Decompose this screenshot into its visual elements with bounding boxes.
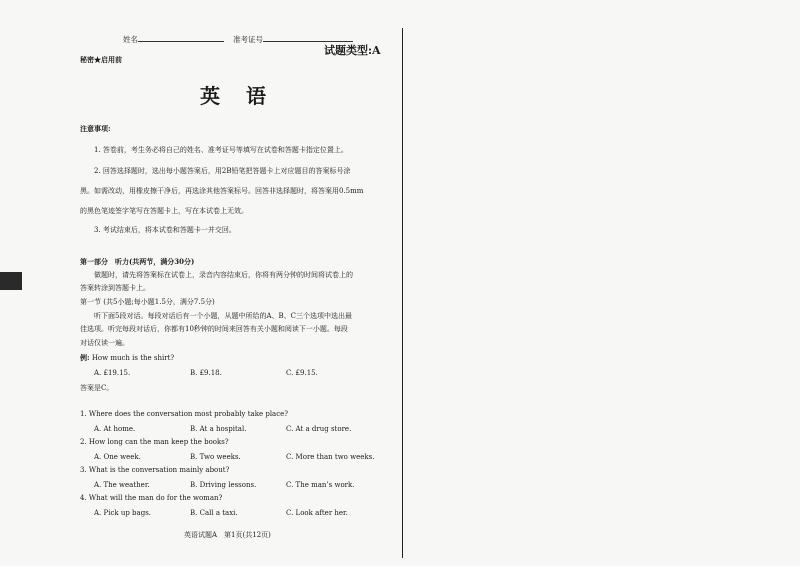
question-2: 2. How long can the man keep the books? <box>80 438 229 446</box>
question-3-option-c: C. The man’s work. <box>286 481 355 489</box>
question-2-option-a: A. One week. <box>94 453 141 461</box>
paper-type: 试题类型:A <box>324 44 381 57</box>
example-label: 例: <box>80 353 90 362</box>
page-title: 英语 <box>200 84 292 108</box>
example-answer: 答案是C。 <box>80 384 114 392</box>
column-divider <box>402 28 403 558</box>
notes-item-3: 3. 考试结束后，将本试卷和答题卡一并交回。 <box>94 226 236 234</box>
notes-item-2-line-1: 2. 回答选择题时，选出每小题答案后，用2B铅笔把答题卡上对应题目的答案标号涂 <box>94 167 351 175</box>
part1-heading: 第一部分 听力(共两节，满分30分) <box>80 257 195 266</box>
question-1: 1. Where does the conversation most probably take place? <box>80 410 289 418</box>
question-3-option-b: B. Driving lessons. <box>190 481 257 489</box>
example-question <box>80 353 174 363</box>
question-4-option-c: C. Look after her. <box>286 509 348 517</box>
binding-tab <box>0 272 22 290</box>
notes-item-2-line-2: 黑。如需改动，用橡皮擦干净后，再选涂其他答案标号。回答非选择题时，将答案用0.5mm <box>80 187 364 195</box>
question-2-option-c: C. More than two weeks. <box>286 453 375 461</box>
confidential-label: 秘密★启用前 <box>80 55 122 64</box>
question-1-option-a: A. At home. <box>94 425 136 433</box>
exam-id-blank <box>263 31 353 42</box>
example-question-text: How much is the shirt? <box>91 354 175 362</box>
question-2-option-b: B. Two weeks. <box>190 453 241 461</box>
question-1-option-b: B. At a hospital. <box>190 425 247 433</box>
notes-item-1: 1. 答卷前，考生务必将自己的姓名、准考证号等填写在试卷和答题卡指定位置上。 <box>94 146 348 154</box>
question-3-option-a: A. The weather. <box>94 481 150 489</box>
section1-heading: 第一节 (共5小题;每小题1.5分，满分7.5分) <box>80 298 215 306</box>
exam-id-label: 准考证号 <box>233 35 263 44</box>
notes-item-2-line-3: 的黑色笔迹签字笔写在答题卡上，写在本试卷上无效。 <box>80 207 248 215</box>
part1-intro-line-2: 答案转涂到答题卡上。 <box>80 284 150 292</box>
example-option-c: C. £9.15. <box>286 369 318 377</box>
question-1-option-c: C. At a drug store. <box>286 425 352 433</box>
name-blank <box>138 31 224 42</box>
notes-heading: 注意事项: <box>80 124 111 133</box>
part1-intro-line-1: 做题时，请先将答案标在试卷上，录音内容结束后，你将有两分钟的时间将试卷上的 <box>94 271 353 279</box>
name-label: 姓名 <box>123 35 138 44</box>
example-option-a: A. £19.15. <box>94 369 131 377</box>
section1-line-1: 听下面5段对话。每段对话后有一个小题，从题中所给的A、B、C三个选项中选出最 <box>94 312 353 320</box>
question-3: 3. What is the conversation mainly about? <box>80 466 230 474</box>
section1-line-2: 佳选项。听完每段对话后，你都有10秒钟的时间来回答有关小题和阅读下一小题。每段 <box>80 325 348 333</box>
question-4-option-b: B. Call a taxi. <box>190 509 238 517</box>
section1-line-3: 对话仅读一遍。 <box>80 339 129 347</box>
name-field <box>123 31 224 45</box>
question-4: 4. What will the man do for the woman? <box>80 494 223 502</box>
page-footer: 英语试题A 第1页(共12页) <box>184 531 271 539</box>
example-option-b: B. £9.18. <box>190 369 222 377</box>
question-4-option-a: A. Pick up bags. <box>94 509 152 517</box>
